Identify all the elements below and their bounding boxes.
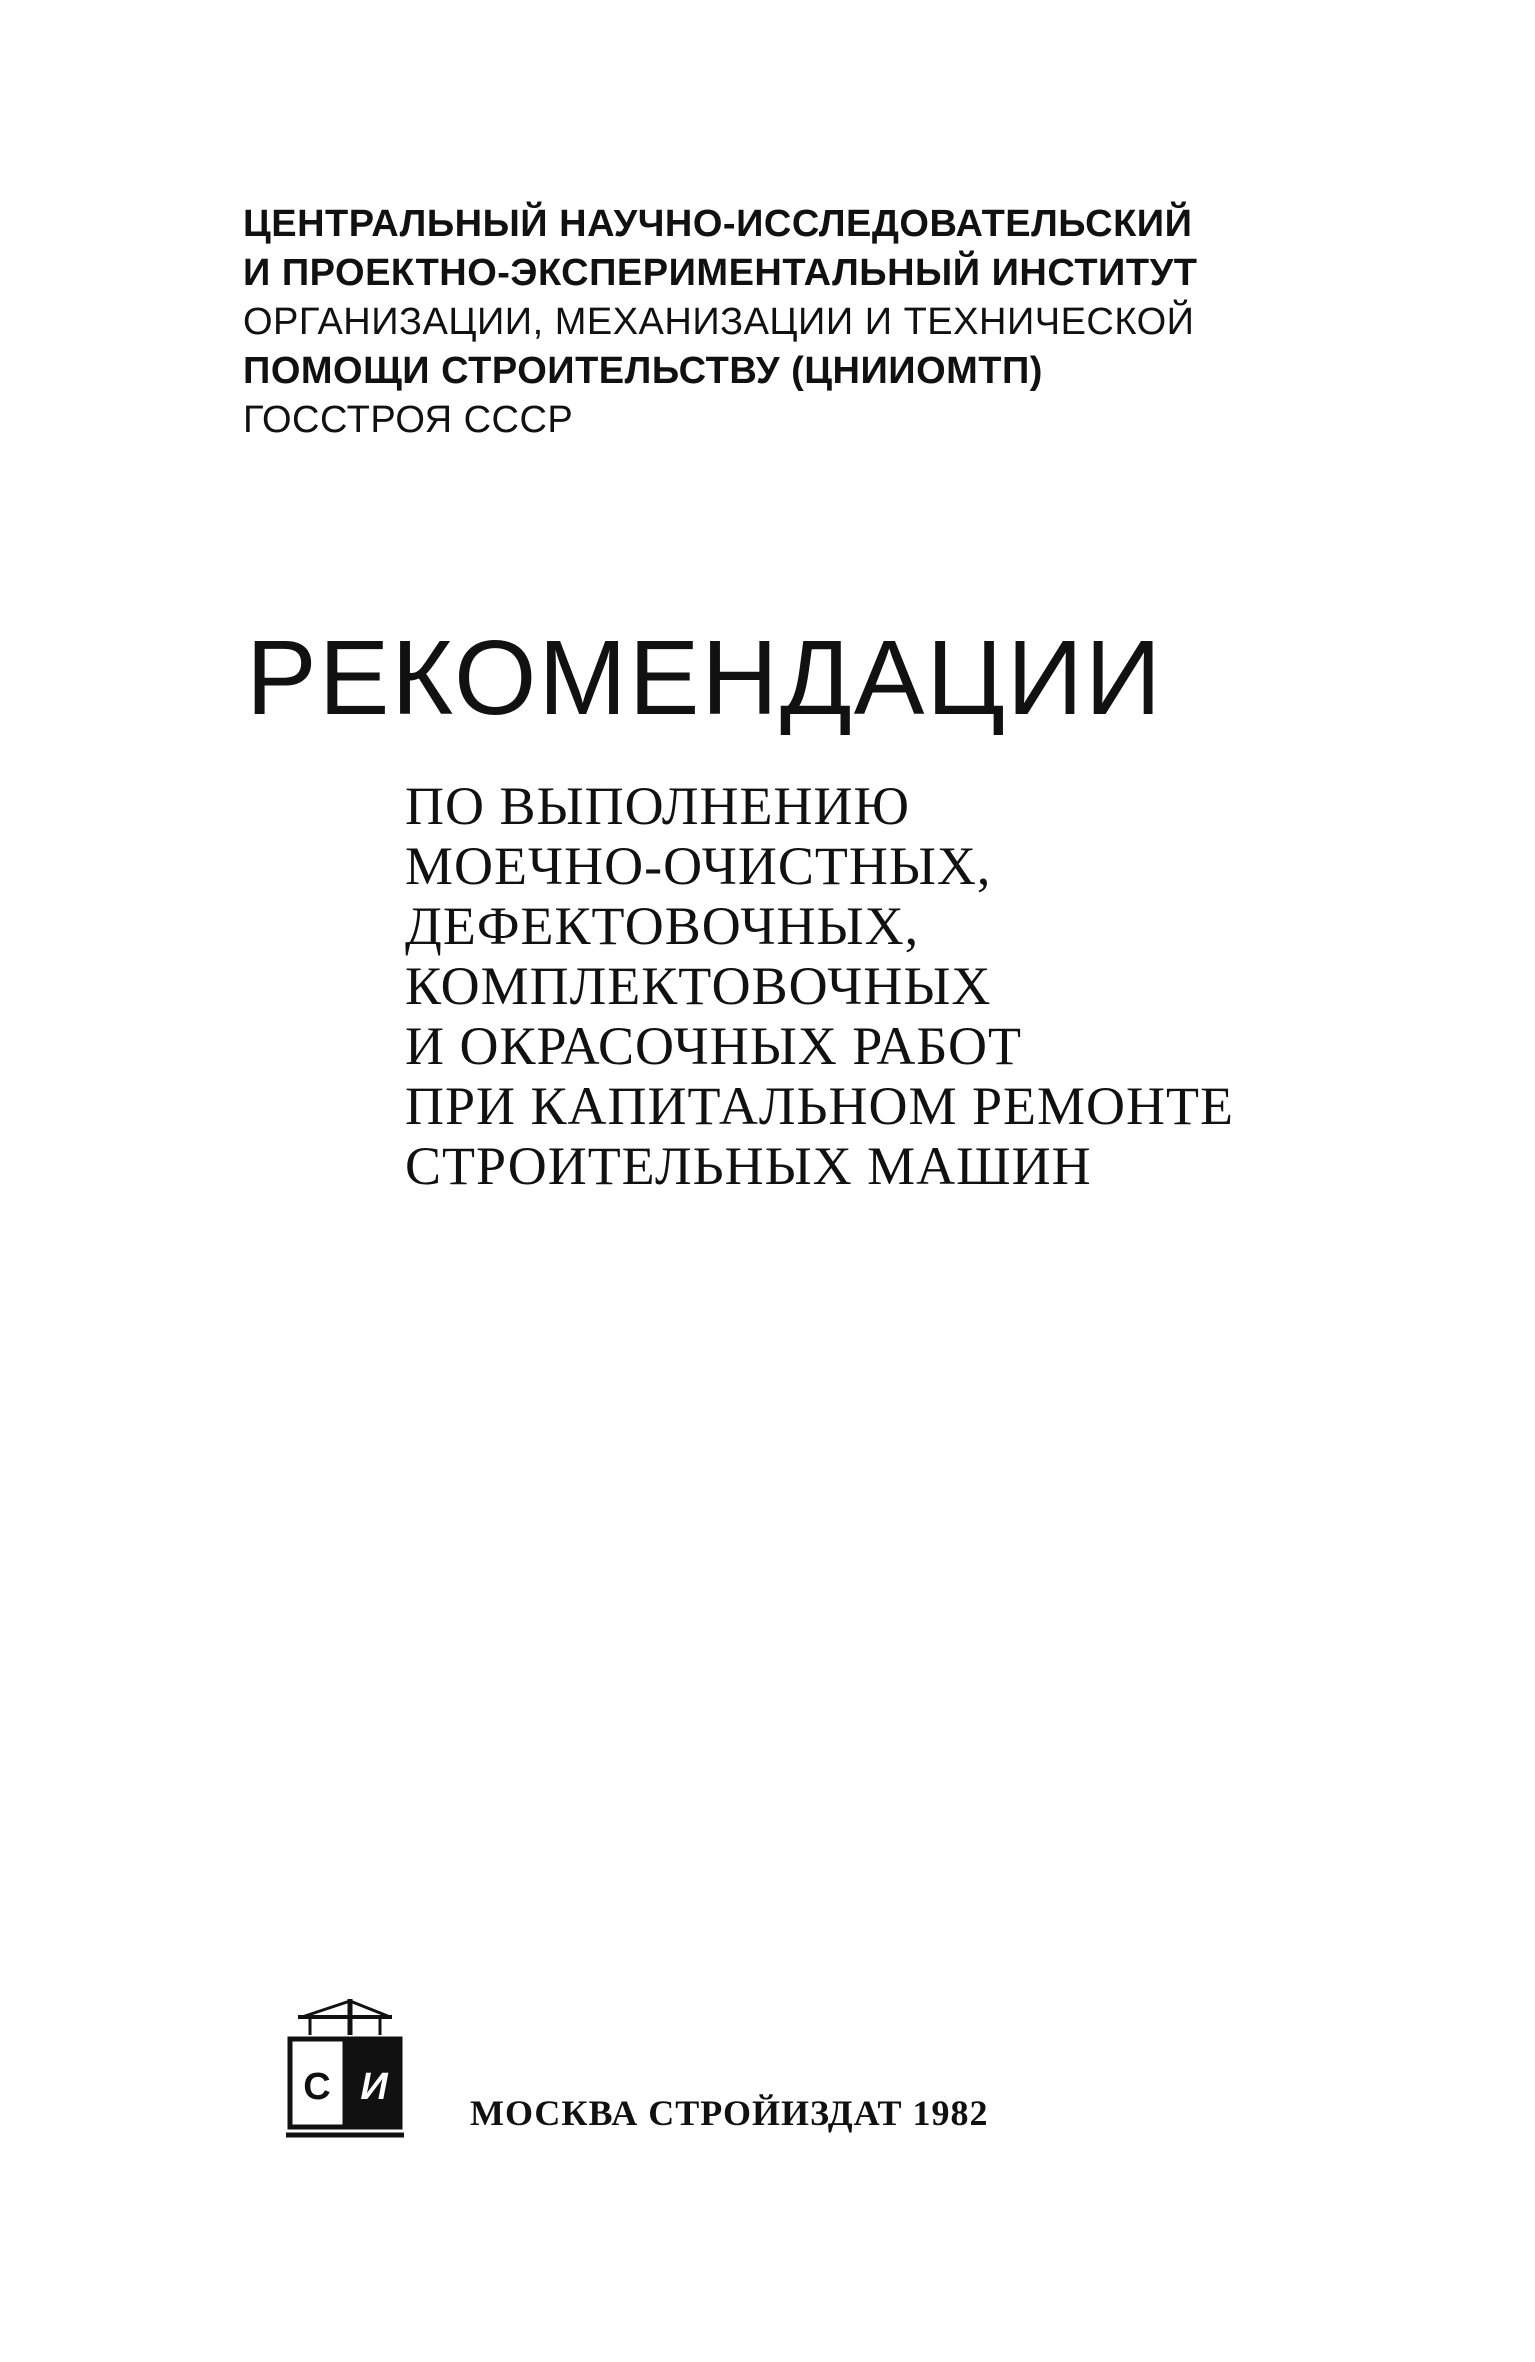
institute-line-4: ПОМОЩИ СТРОИТЕЛЬСТВУ (ЦНИИОМТП) [243,350,1043,392]
institute-name [243,200,1323,445]
subtitle-line-6: ПРИ КАПИТАЛЬНОМ РЕМОНТЕ [405,1076,1234,1136]
subtitle-line-3: ДЕФЕКТОВОЧНЫХ, [405,896,920,956]
subtitle-line-5: И ОКРАСОЧНЫХ РАБОТ [405,1016,1023,1076]
subtitle-line-4: КОМПЛЕКТОВОЧНЫХ [405,956,992,1016]
document-subtitle [405,776,1305,1196]
institute-line-2: И ПРОЕКТНО-ЭКСПЕРИМЕНТАЛЬНЫЙ ИНСТИТУТ [243,252,1198,294]
publisher-imprint: МОСКВА СТРОЙИЗДАТ 1982 [470,2093,989,2133]
subtitle-line-7: СТРОИТЕЛЬНЫХ МАШИН [405,1136,1092,1196]
logo-letter-s: С [303,2066,331,2108]
subtitle-line-2: МОЕЧНО-ОЧИСТНЫХ, [405,836,992,896]
document-title: РЕКОМЕНДАЦИИ [246,619,1164,737]
institute-line-3: ОРГАНИЗАЦИИ, МЕХАНИЗАЦИИ И ТЕХНИЧЕСКОЙ [243,301,1195,343]
logo-letter-i: И [360,2066,388,2108]
institute-line-1: ЦЕНТРАЛЬНЫЙ НАУЧНО-ИССЛЕДОВАТЕЛЬСКИЙ [243,203,1193,245]
subtitle-line-1: ПО ВЫПОЛНЕНИЮ [405,776,911,836]
stroyizdat-crane-logo-icon [280,1995,410,2145]
institute-line-5: ГОССТРОЯ СССР [243,399,574,441]
